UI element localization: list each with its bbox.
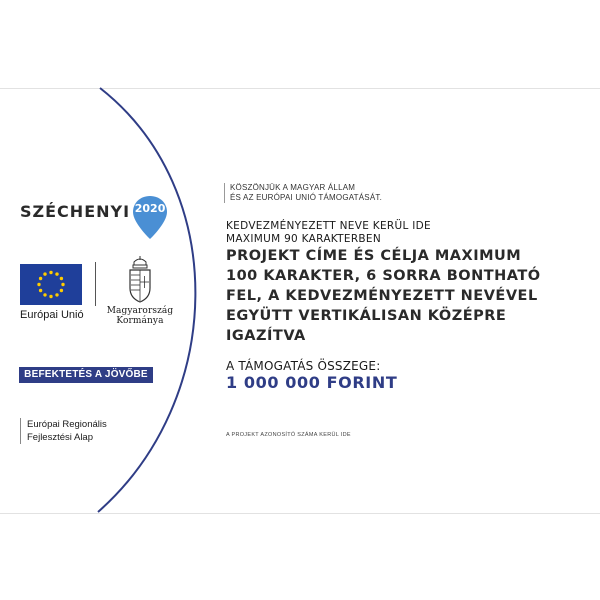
fund-label-line2: Fejlesztési Alap bbox=[27, 432, 94, 443]
support-amount-value: 1 000 000 FORINT bbox=[226, 373, 398, 392]
project-id-note: A PROJEKT AZONOSÍTÓ SZÁMA KERÜL IDE bbox=[226, 432, 351, 438]
invest-slogan-banner: BEFEKTETÉS A JÖVŐBE bbox=[19, 367, 153, 383]
fund-label-line1: Európai Regionális bbox=[27, 419, 107, 430]
program-year: 2020 bbox=[134, 202, 166, 215]
program-wordmark: SZÉCHENYI bbox=[20, 201, 131, 221]
fund-label bbox=[20, 418, 107, 444]
government-label-line1: Magyarország bbox=[106, 306, 174, 316]
thanks-line2: ÉS AZ EURÓPAI UNIÓ TÁMOGATÁSÁT. bbox=[230, 193, 383, 202]
project-title-line1: PROJEKT CÍME ÉS CÉLJA MAXIMUM bbox=[226, 248, 522, 264]
thanks-note bbox=[224, 183, 382, 203]
government-label bbox=[100, 306, 180, 326]
beneficiary-line2: MAXIMUM 90 KARAKTERBEN bbox=[226, 233, 382, 245]
project-title-line5: IGAZÍTVA bbox=[226, 328, 306, 344]
project-title bbox=[226, 246, 566, 346]
logo-divider bbox=[95, 262, 96, 306]
eu-logo bbox=[20, 264, 84, 321]
project-title-line2: 100 KARAKTER, 6 SORRA BONTHATÓ bbox=[226, 268, 541, 284]
thanks-line1: KÖSZÖNJÜK A MAGYAR ÁLLAM bbox=[230, 183, 356, 192]
hungarian-government-logo bbox=[100, 256, 180, 326]
beneficiary-line1: KEDVEZMÉNYEZETT NEVE KERÜL IDE bbox=[226, 220, 431, 232]
government-label-line2: Kormánya bbox=[116, 316, 164, 326]
eu-flag-icon bbox=[20, 264, 82, 305]
eu-label: Európai Unió bbox=[20, 309, 84, 321]
hungarian-coat-of-arms-icon bbox=[125, 256, 155, 304]
szechenyi-2020-logo bbox=[20, 181, 170, 241]
beneficiary-name bbox=[226, 220, 431, 246]
map-pin-icon bbox=[132, 195, 170, 241]
project-title-line3: FEL, A KEDVEZMÉNYEZETT NEVÉVEL bbox=[226, 288, 538, 304]
support-amount-label: A TÁMOGATÁS ÖSSZEGE: bbox=[226, 359, 381, 373]
project-title-line4: EGYÜTT VERTIKÁLISAN KÖZÉPRE bbox=[226, 308, 507, 324]
